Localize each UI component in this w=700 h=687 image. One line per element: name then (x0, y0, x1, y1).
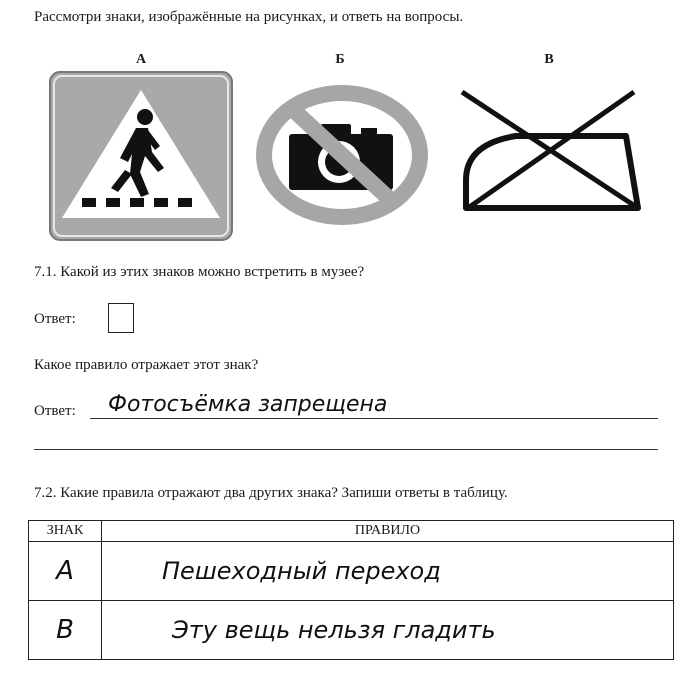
instruction-text: Рассмотри знаки, изображённые на рисунках, и ответь на вопросы. (34, 9, 464, 25)
answer-box[interactable] (108, 303, 134, 333)
sign-label-b: Б (335, 52, 345, 67)
row-1-sign[interactable]: А (29, 542, 102, 601)
do-not-iron-symbol-icon (456, 84, 646, 214)
answer-rule-handwritten[interactable]: Фотосъёмка запрещена (108, 392, 388, 417)
sign-label-a: А (135, 52, 147, 67)
question-7-2: 7.2. Какие правила отражают два других знака? Запиши ответы в таблицу. (34, 485, 508, 501)
table-header-row (29, 521, 674, 542)
row-2-sign[interactable]: В (29, 601, 102, 660)
answer-rule-label: Ответ: (34, 403, 76, 419)
question-rule: Какое правило отражает этот знак? (34, 357, 259, 373)
answers-table (28, 520, 674, 660)
question-7-1: 7.1. Какой из этих знаков можно встретить в музее? (34, 264, 365, 280)
row-1-rule[interactable]: Пешеходный переход (102, 542, 674, 601)
header-sign: ЗНАК (29, 521, 102, 542)
no-photography-sign-icon (251, 84, 433, 226)
answer-line-1 (90, 418, 658, 419)
answer-line-2 (34, 449, 658, 450)
table-row (29, 601, 674, 660)
answer-label: Ответ: (34, 311, 76, 327)
pedestrian-crossing-sign-icon (48, 70, 234, 242)
table-row (29, 542, 674, 601)
header-rule: ПРАВИЛО (102, 521, 674, 542)
row-2-rule[interactable]: Эту вещь нельзя гладить (102, 601, 674, 660)
sign-label-v: В (544, 52, 554, 67)
